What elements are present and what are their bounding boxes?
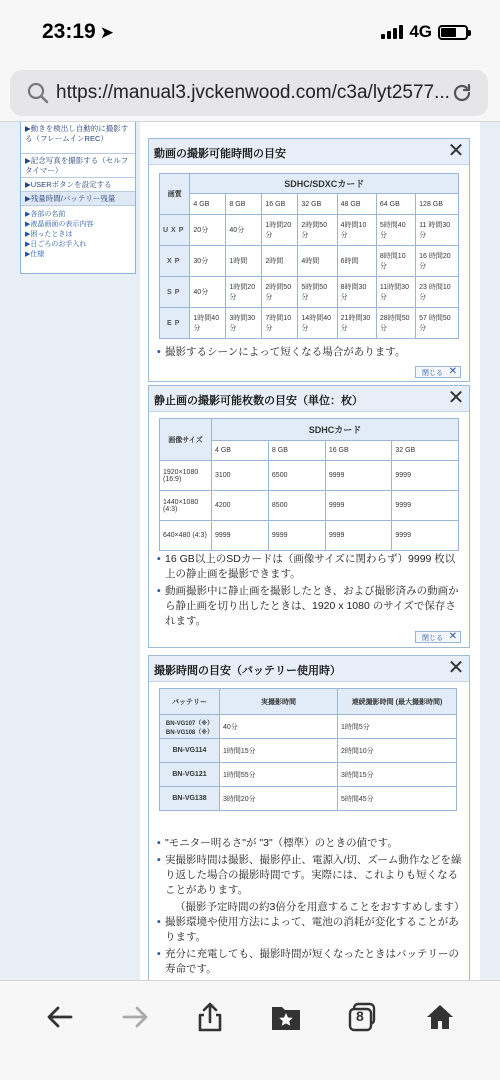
home-icon [425, 1002, 455, 1032]
row-header: BN-VG121 [160, 763, 220, 787]
still-count-panel [148, 385, 470, 648]
table-cell: 40分 [190, 277, 226, 308]
table-row [160, 521, 459, 551]
row-header: 1920×1080 (16:9) [160, 461, 212, 491]
battery-time-table [159, 688, 457, 811]
panel-header [149, 139, 469, 165]
table-corner-header: 画質 [160, 174, 190, 215]
table-cell: 1時間20分 [226, 277, 262, 308]
column-header: 64 GB [376, 194, 415, 215]
table-row [160, 739, 457, 763]
battery-icon [438, 25, 468, 40]
back-button[interactable] [38, 995, 82, 1039]
tabs-button[interactable] [340, 995, 384, 1039]
panel-title: 静止画の撮影可能枚数の目安（単位：枚） [154, 395, 363, 407]
sidebar-link-maintenance[interactable]: ▶日ごろのお手入れ [25, 241, 87, 248]
address-bar-container [0, 64, 500, 122]
row-header: SP [160, 277, 190, 308]
table-cell: 2時間10分 [338, 739, 457, 763]
sidebar-item-battery-remaining[interactable]: ▶残量時間/バッテリー残量 [21, 192, 135, 206]
table-group-header: SDHC/SDXCカード [190, 174, 459, 194]
column-header: 連続撮影時間 (最大撮影時間) [338, 689, 457, 715]
table-cell: 9999 [268, 521, 325, 551]
table-cell: 16 時間20 分 [416, 246, 459, 277]
network-type: 4G [409, 22, 432, 41]
column-header: 16 GB [262, 194, 298, 215]
note-text: • 16 GB以上のSDカードは（画像サイズに関わらず）9999 枚以上の静止画を撮影できます。 [157, 552, 463, 582]
table-cell: 28時間50分 [376, 308, 415, 339]
column-header: 32 GB [298, 194, 337, 215]
table-row [160, 491, 459, 521]
table-cell: 30分 [190, 246, 226, 277]
location-arrow-icon: ➤ [99, 23, 114, 42]
sidebar-links [21, 206, 135, 264]
table-cell: 11 時間30 分 [416, 215, 459, 246]
status-bar [0, 0, 500, 64]
close-button[interactable] [415, 366, 461, 378]
table-cell: 40分 [226, 215, 262, 246]
table-row [160, 787, 457, 811]
close-icon[interactable]: ✕ [447, 387, 465, 409]
sidebar-item-frame-in-rec[interactable]: ▶動きを検出し自動的に撮影する（フレームインREC） [21, 122, 135, 154]
back-arrow-icon [45, 1002, 75, 1032]
table-row [160, 715, 457, 739]
table-group-header: SDHCカード [212, 419, 459, 441]
note-text: • 撮影環境や使用方法によって、電池の消耗が変化することがあります。 [157, 915, 463, 945]
column-header: 4 GB [190, 194, 226, 215]
table-row [160, 308, 459, 339]
share-icon [195, 1001, 225, 1033]
sidebar-link-specifications[interactable]: ▶仕様 [25, 251, 45, 258]
table-cell: 11時間30分 [376, 277, 415, 308]
panel-header [149, 386, 469, 412]
row-header: EP [160, 308, 190, 339]
row-header: BN-VG114 [160, 739, 220, 763]
battery-time-panel [148, 655, 470, 995]
tabs-count: 8 [356, 1008, 364, 1024]
column-header: 16 GB [325, 441, 392, 461]
bookmark-folder-icon [270, 1002, 302, 1032]
address-bar[interactable] [10, 70, 488, 116]
sidebar-link-lcd-display[interactable]: ▶液晶画面の表示内容 [25, 221, 94, 228]
bookmarks-button[interactable] [264, 995, 308, 1039]
column-header: 128 GB [416, 194, 459, 215]
table-cell: 1時間20分 [262, 215, 298, 246]
status-indicators [381, 22, 468, 42]
panel-title: 動画の撮影可能時間の目安 [154, 148, 286, 160]
sidebar-item-self-timer[interactable]: ▶記念写真を撮影する（セルフタイマー） [21, 154, 135, 178]
table-row [160, 461, 459, 491]
close-label: 閉じる [422, 635, 443, 642]
table-cell: 9999 [212, 521, 269, 551]
row-header: 640×480 (4:3) [160, 521, 212, 551]
table-cell: 5時間50分 [298, 277, 337, 308]
table-cell: 8時間10分 [376, 246, 415, 277]
panel-notes [157, 552, 463, 631]
note-subtext: （撮影予定時間の約3倍分を用意することをおすすめします） [175, 901, 465, 913]
close-icon[interactable]: ✕ [447, 657, 465, 679]
close-icon[interactable]: ✕ [447, 140, 465, 162]
table-row [160, 215, 459, 246]
table-cell: 1時間15分 [220, 739, 338, 763]
web-page [0, 122, 500, 980]
note-text: • 充分に充電しても、撮影時間が短くなったときはバッテリーの寿命です。 [157, 947, 463, 977]
table-cell: 23 時間10 分 [416, 277, 459, 308]
row-header: 1440×1080 (4:3) [160, 491, 212, 521]
row-header: UXP [160, 215, 190, 246]
close-button[interactable] [415, 631, 461, 643]
browser-toolbar [0, 980, 500, 1080]
column-header: 4 GB [212, 441, 269, 461]
note-text: • 実撮影時間は撮影、撮影停止、電源入/切、ズーム動作などを繰り返した場合の撮影時間です。実際には、これよりも短くなることがあります。 [157, 853, 463, 898]
column-header: バッテリー [160, 689, 220, 715]
panel-notes [157, 836, 463, 994]
note-text: • 動画撮影中に静止画を撮影したとき、および撮影済みの動画から静止画を切り出したときは、1920 x 1080 のサイズで保存されます。 [157, 584, 463, 629]
table-cell: 3時間15分 [338, 763, 457, 787]
column-header: 8 GB [268, 441, 325, 461]
sidebar-item-user-button[interactable]: ▶USERボタンを設定する [21, 178, 135, 192]
table-cell: 4時間10分 [337, 215, 376, 246]
table-cell: 9999 [325, 461, 392, 491]
close-label: 閉じる [422, 370, 443, 377]
column-header: 32 GB [392, 441, 459, 461]
table-cell: 1時間55分 [220, 763, 338, 787]
share-button[interactable] [188, 995, 232, 1039]
panel-header [149, 656, 469, 682]
table-row [160, 763, 457, 787]
table-cell: 8500 [268, 491, 325, 521]
table-cell: 20分 [190, 215, 226, 246]
table-cell: 5時間40分 [376, 215, 415, 246]
column-header: 8 GB [226, 194, 262, 215]
table-cell: 9999 [325, 491, 392, 521]
row-header: BN-VG138 [160, 787, 220, 811]
signal-icon [381, 25, 403, 39]
table-row [160, 246, 459, 277]
table-cell: 3時間20分 [220, 787, 338, 811]
video-time-panel [148, 138, 470, 382]
table-cell: 6時間 [337, 246, 376, 277]
forward-button[interactable] [113, 995, 157, 1039]
still-count-table [159, 418, 459, 551]
table-cell: 21時間30分 [337, 308, 376, 339]
row-header: BN-VG107（※）BN-VG108（※） [160, 715, 220, 739]
sidebar-link-troubleshooting[interactable]: ▶困ったときは [25, 231, 73, 238]
table-cell: 9999 [392, 461, 459, 491]
url-text: https://manual3.jvckenwood.com/c3a/lyt2577... [56, 82, 450, 103]
table-cell: 4200 [212, 491, 269, 521]
status-time [42, 20, 114, 44]
row-header: XP [160, 246, 190, 277]
note-text: • "モニター明るさ"が "3"（標準）のときの値です。 [157, 836, 463, 851]
table-corner-header: 画像サイズ [160, 419, 212, 461]
search-icon [26, 81, 50, 105]
table-cell: 8時間30分 [337, 277, 376, 308]
table-cell: 2時間50分 [262, 277, 298, 308]
video-time-table [159, 173, 459, 339]
table-cell: 9999 [392, 521, 459, 551]
table-cell: 2時間50分 [298, 215, 337, 246]
clock-text: 23:19 [42, 20, 96, 43]
table-cell: 1時間40分 [190, 308, 226, 339]
table-cell: 14時間40分 [298, 308, 337, 339]
table-cell: 40分 [220, 715, 338, 739]
table-cell: 57 時間50 分 [416, 308, 459, 339]
sidebar-link-parts[interactable]: ▶各部の名前 [25, 211, 66, 218]
manual-sidebar [20, 122, 136, 274]
close-x-icon: ✕ [448, 631, 457, 642]
table-cell: 1時間 [226, 246, 262, 277]
reload-icon[interactable] [450, 81, 474, 105]
note-text: • 撮影するシーンによって短くなる場合があります。 [157, 345, 463, 360]
table-cell: 3100 [212, 461, 269, 491]
table-cell: 2時間 [262, 246, 298, 277]
table-cell: 4時間 [298, 246, 337, 277]
table-cell: 1時間5分 [338, 715, 457, 739]
table-cell: 9999 [392, 491, 459, 521]
table-cell: 9999 [325, 521, 392, 551]
table-row [160, 277, 459, 308]
column-header: 48 GB [337, 194, 376, 215]
column-header: 実撮影時間 [220, 689, 338, 715]
table-cell: 5時間45分 [338, 787, 457, 811]
panel-title: 撮影時間の目安（バッテリー使用時） [154, 665, 341, 677]
close-x-icon: ✕ [448, 366, 457, 377]
table-cell: 7時間10分 [262, 308, 298, 339]
table-cell: 6500 [268, 461, 325, 491]
table-cell: 3時間30分 [226, 308, 262, 339]
forward-arrow-icon [120, 1002, 150, 1032]
panel-notes [157, 345, 463, 362]
home-button[interactable] [418, 995, 462, 1039]
